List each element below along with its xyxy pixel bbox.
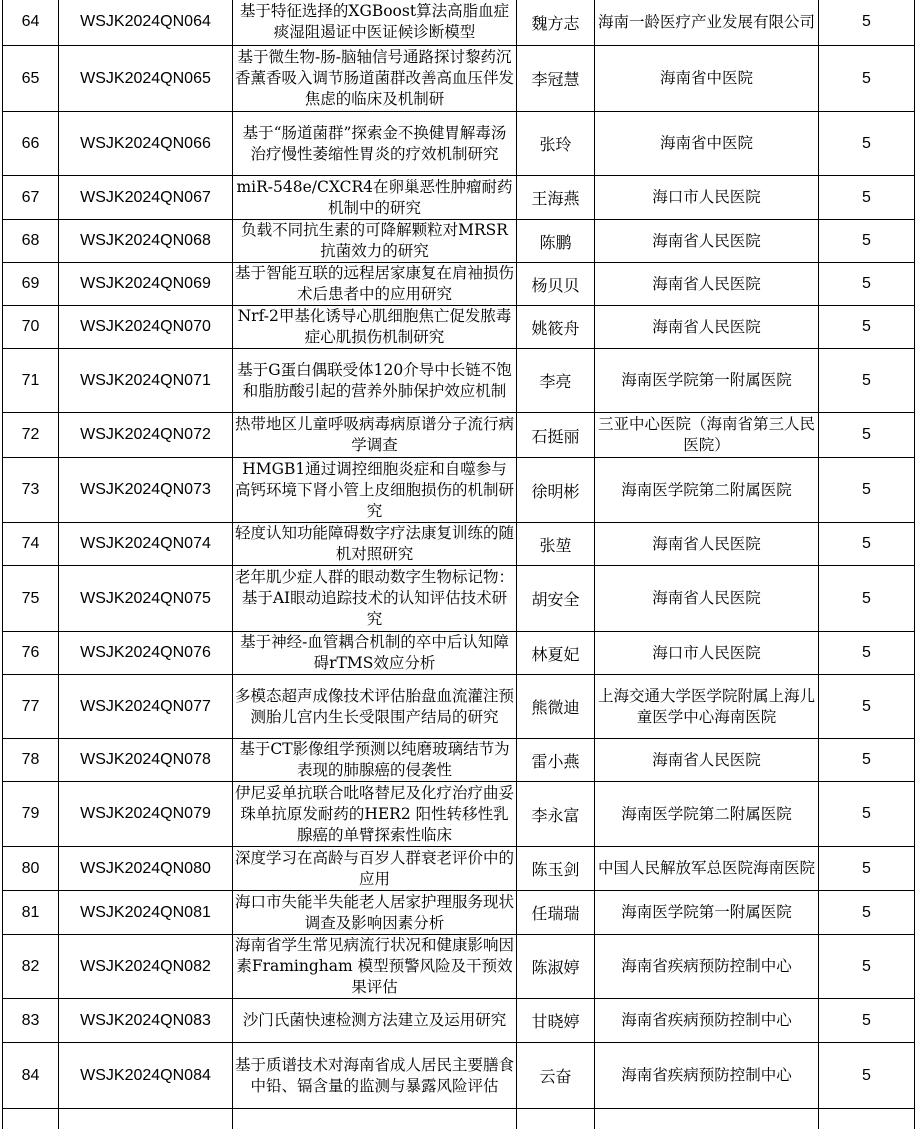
project-score: 5 (819, 891, 915, 935)
project-leader: 云奋 (517, 1043, 595, 1109)
project-organization: 海南医学院第二附属医院 (595, 458, 819, 523)
project-organization: 海南省人民医院 (595, 220, 819, 263)
project-number: 73 (3, 458, 59, 523)
table-row (3, 220, 915, 263)
project-title: 热带地区儿童呼吸病毒病原谱分子流行病学调查 (233, 413, 517, 458)
table-row (3, 782, 915, 847)
project-code: WSJK2024QN068 (59, 220, 233, 263)
project-score: 5 (819, 112, 915, 176)
project-title: Nrf-2甲基化诱导心肌细胞焦亡促发脓毒症心肌损伤机制研究 (233, 306, 517, 349)
project-title: 多模态超声成像技术评估胎盘血流灌注预测胎儿宫内生长受限围产结局的研究 (233, 675, 517, 739)
project-leader: 陈鹏 (517, 220, 595, 263)
project-code: WSJK2024QN075 (59, 566, 233, 632)
project-title: 基于CT影像组学预测以纯磨玻璃结节为表现的肺腺癌的侵袭性 (233, 739, 517, 782)
table-row (3, 632, 915, 675)
project-leader: 李永富 (517, 782, 595, 847)
project-score: 5 (819, 46, 915, 112)
project-organization: 海南一龄医疗产业发展有限公司 (595, 0, 819, 46)
project-score: 5 (819, 349, 915, 413)
project-organization: 海南医学院第二附属医院 (595, 782, 819, 847)
project-title: 基于微生物-肠-脑轴信号通路探讨黎药沉香薰香吸入调节肠道菌群改善高血压伴发焦虑的临床及机制研 (233, 46, 517, 112)
project-code: WSJK2024QN079 (59, 782, 233, 847)
project-leader: 陈玉剑 (517, 847, 595, 891)
project-score: 5 (819, 0, 915, 46)
project-organization: 三亚中心医院（海南省第三人民医院） (595, 413, 819, 458)
project-leader: 姚筱舟 (517, 306, 595, 349)
table-row (3, 112, 915, 176)
project-leader: 张堃 (517, 523, 595, 566)
project-code: WSJK2024QN074 (59, 523, 233, 566)
project-title: 深度学习在高龄与百岁人群衰老评价中的应用 (233, 847, 517, 891)
project-organization: 海南省人民医院 (595, 566, 819, 632)
project-organization: 海南省疾病预防控制中心 (595, 999, 819, 1043)
table-row (3, 263, 915, 306)
project-code: WSJK2024QN083 (59, 999, 233, 1043)
project-leader: 徐明彬 (517, 458, 595, 523)
table-row (3, 176, 915, 220)
project-code: WSJK2024QN069 (59, 263, 233, 306)
project-organization: 海南省中医院 (595, 112, 819, 176)
project-title: 基于特征选择的XGBoost算法高脂血症痰湿阻遏证中医证候诊断模型 (233, 0, 517, 46)
table-row (3, 1043, 915, 1109)
project-score: 5 (819, 675, 915, 739)
project-leader: 杨贝贝 (517, 263, 595, 306)
project-score: 5 (819, 176, 915, 220)
project-score: 5 (819, 566, 915, 632)
table-row (3, 306, 915, 349)
project-number: 64 (3, 0, 59, 46)
project-number: 81 (3, 891, 59, 935)
table-row (3, 458, 915, 523)
project-leader: 王海燕 (517, 176, 595, 220)
project-title: 基于质谱技术对海南省成人居民主要膳食中铅、镉含量的监测与暴露风险评估 (233, 1043, 517, 1109)
project-title: miR-548e/CXCR4在卵巢恶性肿瘤耐药机制中的研究 (233, 176, 517, 220)
project-leader: 魏方志 (517, 0, 595, 46)
table-row (3, 935, 915, 999)
project-leader: 石挺丽 (517, 413, 595, 458)
project-code: WSJK2024QN078 (59, 739, 233, 782)
project-organization: 海南省人民医院 (595, 739, 819, 782)
project-number: 72 (3, 413, 59, 458)
project-score: 5 (819, 847, 915, 891)
project-leader: 李冠慧 (517, 46, 595, 112)
project-number: 79 (3, 782, 59, 847)
project-score: 5 (819, 458, 915, 523)
project-title: 基于G蛋白偶联受体120介导中长链不饱和脂肪酸引起的营养外肺保护效应机制 (233, 349, 517, 413)
table-row (3, 523, 915, 566)
project-score: 5 (819, 782, 915, 847)
project-title: 负载不同抗生素的可降解颗粒对MRSR抗菌效力的研究 (233, 220, 517, 263)
project-code: WSJK2024QN070 (59, 306, 233, 349)
project-score: 5 (819, 306, 915, 349)
project-leader: 李亮 (517, 349, 595, 413)
project-organization: 海口市人民医院 (595, 176, 819, 220)
project-title: 基于神经-血管耦合机制的卒中后认知障碍rTMS效应分析 (233, 632, 517, 675)
project-organization: 海口市人民医院 (595, 632, 819, 675)
project-leader: 陈淑婷 (517, 935, 595, 999)
project-organization: 海南省人民医院 (595, 306, 819, 349)
project-table (2, 0, 915, 1129)
project-organization: 上海交通大学医学院附属上海儿童医学中心海南医院 (595, 675, 819, 739)
project-code: WSJK2024QN072 (59, 413, 233, 458)
project-leader: 熊微迪 (517, 675, 595, 739)
table-row (3, 0, 915, 46)
project-leader: 张玲 (517, 112, 595, 176)
project-score: 5 (819, 935, 915, 999)
project-organization: 海南省中医院 (595, 46, 819, 112)
project-score: 5 (819, 413, 915, 458)
project-title: HMGB1通过调控细胞炎症和自噬参与高钙环境下肾小管上皮细胞损伤的机制研究 (233, 458, 517, 523)
project-number: 66 (3, 112, 59, 176)
project-number: 75 (3, 566, 59, 632)
project-number: 65 (3, 46, 59, 112)
project-title: 基于智能互联的远程居家康复在肩袖损伤术后患者中的应用研究 (233, 263, 517, 306)
project-title: 老年肌少症人群的眼动数字生物标记物：基于AI眼动追踪技术的认知评估技术研究 (233, 566, 517, 632)
project-organization: 海南医学院第一附属医院 (595, 349, 819, 413)
project-code: WSJK2024QN067 (59, 176, 233, 220)
project-number: 78 (3, 739, 59, 782)
project-title: 海口市失能半失能老人居家护理服务现状调查及影响因素分析 (233, 891, 517, 935)
table-row (3, 349, 915, 413)
table-row (3, 675, 915, 739)
table-row (3, 46, 915, 112)
project-number: 69 (3, 263, 59, 306)
project-number: 82 (3, 935, 59, 999)
project-code: WSJK2024QN073 (59, 458, 233, 523)
project-code: WSJK2024QN076 (59, 632, 233, 675)
project-number: 84 (3, 1043, 59, 1109)
project-leader: 甘晓婷 (517, 999, 595, 1043)
project-code: WSJK2024QN081 (59, 891, 233, 935)
table-row-cutoff (3, 1109, 915, 1129)
project-leader: 雷小燕 (517, 739, 595, 782)
project-code: WSJK2024QN066 (59, 112, 233, 176)
project-organization: 中国人民解放军总医院海南医院 (595, 847, 819, 891)
project-number: 71 (3, 349, 59, 413)
project-number: 83 (3, 999, 59, 1043)
project-number: 80 (3, 847, 59, 891)
project-title: 基于“肠道菌群”探索金不换健胃解毒汤治疗慢性萎缩性胃炎的疗效机制研究 (233, 112, 517, 176)
project-code: WSJK2024QN077 (59, 675, 233, 739)
project-score: 5 (819, 523, 915, 566)
table-row (3, 999, 915, 1043)
table-row (3, 739, 915, 782)
table-row (3, 566, 915, 632)
project-code: WSJK2024QN084 (59, 1043, 233, 1109)
table-row (3, 413, 915, 458)
table-row (3, 891, 915, 935)
project-code: WSJK2024QN065 (59, 46, 233, 112)
project-organization: 海南省人民医院 (595, 263, 819, 306)
project-number: 74 (3, 523, 59, 566)
project-leader: 任瑞瑞 (517, 891, 595, 935)
project-score: 5 (819, 632, 915, 675)
project-number: 68 (3, 220, 59, 263)
project-leader: 林夏妃 (517, 632, 595, 675)
project-score: 5 (819, 1043, 915, 1109)
project-organization: 海南省疾病预防控制中心 (595, 935, 819, 999)
project-score: 5 (819, 220, 915, 263)
project-leader: 胡安全 (517, 566, 595, 632)
project-title: 海南省学生常见病流行状况和健康影响因素Framingham 模型预警风险及干预效果评估 (233, 935, 517, 999)
project-organization: 海南省人民医院 (595, 523, 819, 566)
project-score: 5 (819, 999, 915, 1043)
project-code: WSJK2024QN080 (59, 847, 233, 891)
project-title: 沙门氏菌快速检测方法建立及运用研究 (233, 999, 517, 1043)
project-score: 5 (819, 739, 915, 782)
project-score: 5 (819, 263, 915, 306)
project-code: WSJK2024QN071 (59, 349, 233, 413)
project-number: 70 (3, 306, 59, 349)
project-title: 轻度认知功能障碍数字疗法康复训练的随机对照研究 (233, 523, 517, 566)
project-number: 76 (3, 632, 59, 675)
project-number: 67 (3, 176, 59, 220)
project-organization: 海南省疾病预防控制中心 (595, 1043, 819, 1109)
table-row (3, 847, 915, 891)
project-title: 伊尼妥单抗联合吡咯替尼及化疗治疗曲妥珠单抗原发耐药的HER2 阳性转移性乳腺癌的单臂探索性临床 (233, 782, 517, 847)
project-number: 77 (3, 675, 59, 739)
project-code: WSJK2024QN082 (59, 935, 233, 999)
project-code: WSJK2024QN064 (59, 0, 233, 46)
project-organization: 海南医学院第一附属医院 (595, 891, 819, 935)
